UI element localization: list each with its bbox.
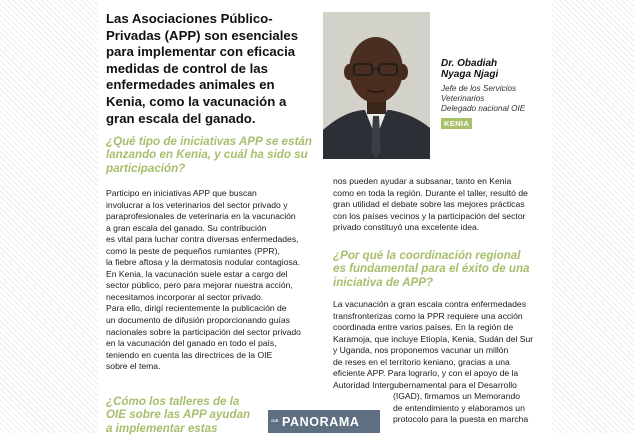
profile-role-line2: Veterinarios <box>441 93 485 103</box>
answer-1-line: Participo en iniciativas APP que buscan <box>106 188 257 198</box>
answer-2-line: privado constituyó una excelente idea. <box>333 222 480 233</box>
answer-1-line: en la vacunación del ganado en todo el país, <box>106 338 277 349</box>
answer-2-continued-text <box>333 176 547 234</box>
answer-3-line: transfronterizas como la PPR requiere una acción <box>333 310 523 321</box>
answer-1-line: nacionales sobre la participación del sector privado <box>106 326 301 337</box>
answer-3-line: y Uganda, nos proponemos vacunar un millón <box>333 345 509 356</box>
answer-2-line: gran utilidad el debate sobre las mejores prácticas <box>333 199 525 210</box>
answer-1-line: necesitamos incorporar al sector privado. <box>106 291 264 302</box>
answer-2-line: como en toda la región. Durante el taller, resultó de <box>333 187 528 198</box>
answer-1-line: la fiebre aftosa y la dermatosis nodular contagiosa. <box>106 257 300 268</box>
answer-1-line: sector público, pero para mejorar nuestra acción, <box>106 280 293 291</box>
left-margin-pattern <box>0 0 98 433</box>
profile-card <box>441 58 549 131</box>
portrait-illustration <box>323 12 430 159</box>
profile-name <box>441 58 549 80</box>
answer-1-line: sobre el tema. <box>106 361 161 372</box>
banner-title: PANORAMA <box>282 414 360 429</box>
profile-name-line1: Dr. Obadiah <box>441 58 498 69</box>
answer-1-line: a gran escala del ganado. Su contribución <box>106 222 267 233</box>
answer-3-line: protocolo para la puesta en marcha <box>393 414 529 425</box>
answer-3-line: eficiente APP. Para lograrlo, y con el apoyo de la <box>333 368 519 379</box>
right-margin-pattern <box>552 0 634 433</box>
answer-3-line: Autoridad Intergubernamental para el Desarrollo <box>333 379 517 390</box>
answer-3-line: de entendimiento y elaboramos un <box>393 402 525 413</box>
answer-1-line: teniendo en cuenta las directrices de la OIE <box>106 349 273 360</box>
answer-3-line: de reses en el territorio keniano, gracias a una <box>333 356 510 367</box>
answer-1-line: es vital para luchar contra diversas enfermedades, <box>106 234 299 245</box>
answer-1-line: involucrar a los veterinarios del sector privado y <box>106 199 288 210</box>
portrait-photo <box>323 12 430 159</box>
answer-2-line: con los países vecinos y la participación del sector <box>333 210 526 221</box>
article-page <box>98 0 552 433</box>
profile-role <box>441 84 549 113</box>
question-2-heading: ¿Cómo los talleres de la OIE sobre las APP ayudan a implementar estas <box>106 395 251 435</box>
panorama-banner <box>268 410 380 433</box>
banner-prefix: OIE <box>271 418 279 424</box>
answer-3-line: La vacunación a gran escala contra enfermedades <box>333 299 527 309</box>
country-badge: KENIA <box>441 118 472 129</box>
answer-3-line: (IGAD), firmamos un Memorando <box>393 391 521 402</box>
answer-1-line: Para ello, dirigí recientemente la publicación de <box>106 303 287 314</box>
answer-1-line: paraprofesionales de veterinaria en la vacunación <box>106 211 296 222</box>
answer-3-line: coordinada entre varios países. En la región de <box>333 322 514 333</box>
answer-1-line: un documento de difusión proporcionando guías <box>106 315 290 326</box>
lead-paragraph: Las Asociaciones Público-Privadas (APP) son esenciales para implementar con eficacia medidas de control de las enfermedades animales en Kenia, como la vacunación a gran escala del ganado. <box>106 11 299 126</box>
answer-3-text <box>333 299 547 426</box>
answer-2-line: nos pueden ayudar a subsanar, tanto en Kenia <box>333 176 512 186</box>
profile-name-line2: Nyaga Njagi <box>441 69 499 80</box>
profile-role-line3: Delegado nacional OIE <box>441 103 526 113</box>
profile-role-line1: Jefe de los Servicios <box>441 84 517 93</box>
answer-1-line: como la peste de pequeños rumiantes (PPR), <box>106 245 280 256</box>
question-1-heading: ¿Qué tipo de iniciativas APP se están lanzando en Kenia, y cuál ha sido su participación? <box>106 135 312 175</box>
answer-1-text <box>106 188 320 373</box>
question-3-heading: ¿Por qué la coordinación regional es fundamental para el éxito de una iniciativa de APP? <box>333 249 530 289</box>
answer-1-line: En Kenia, la vacunación suele estar a cargo del <box>106 268 288 279</box>
answer-3-line: Karamoja, que incluye Etiopía, Kenia, Sudán del Sur <box>333 333 534 344</box>
